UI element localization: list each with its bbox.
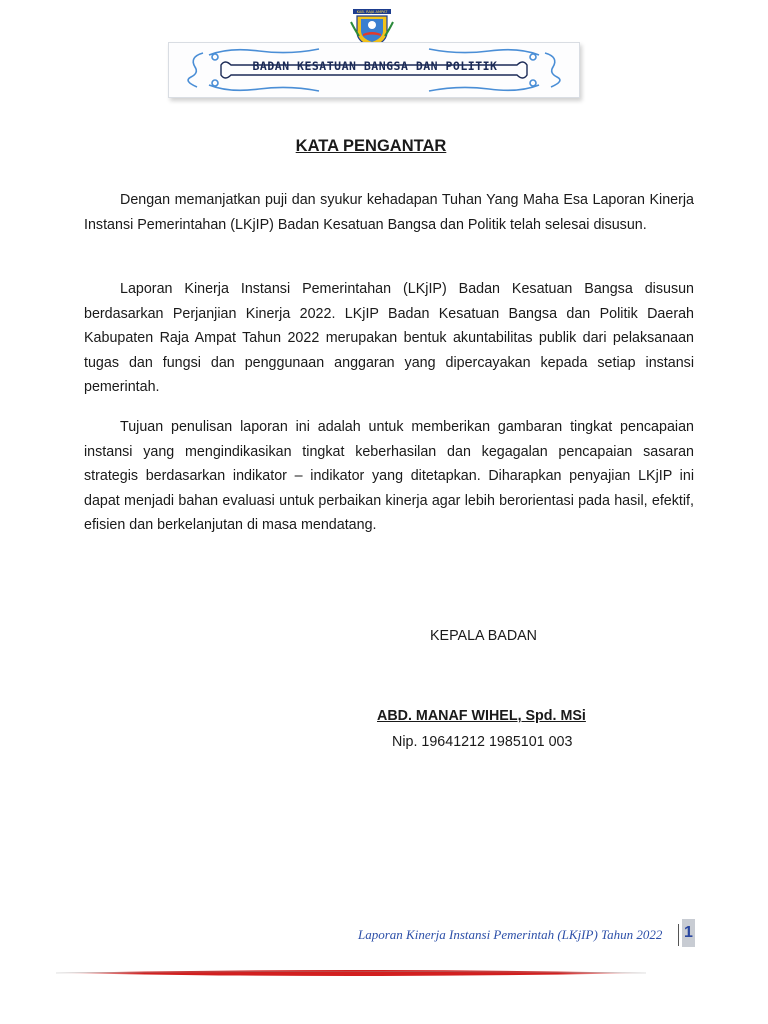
footer-report-title: Laporan Kinerja Instansi Pemerintah (LKjIP) Tahun 2022 bbox=[358, 927, 663, 942]
paragraph-3: Tujuan penulisan laporan ini adalah untuk memberikan gambaran tingkat pencapaian instansi yang mengindikasikan tingkat keberhasilan dan kegagalan pencapaian sasaran strategis berdasarkan indikator – indikator yang ditetapkan. Diharapkan penyajian LKjIP ini dapat menjadi bahan evaluasi untuk perbaikan kinerja agar lebih berorientasi pada hasil, efektif, efisien dan berkelanjutan di masa mendatang. bbox=[84, 419, 694, 533]
signatory-role: KEPALA BADAN bbox=[430, 628, 538, 644]
paragraph-2: Laporan Kinerja Instansi Pemerintahan (LKjIP) Badan Kesatuan Bangsa disusun berdasarkan Perjanjian Kinerja 2022. LKjIP Badan Kesatuan Bangsa dan Politik Daerah Kabupaten Raja Ampat Tahun 2022 merupakan bentuk akuntabilitas publik dari pelaksanaan tugas dan fungsi dan penggunaan anggaran yang dipercayakan kepada setiap instansi pemerintah. bbox=[84, 281, 694, 395]
signatory-nip: Nip. 19641212 1985101 003 bbox=[392, 734, 573, 750]
footer-decorative-line bbox=[56, 966, 646, 980]
footer-divider bbox=[678, 924, 679, 946]
svg-text:KAB. RAJA AMPAT: KAB. RAJA AMPAT bbox=[356, 10, 388, 14]
paragraph-1: Dengan memanjatkan puji dan syukur kehadapan Tuhan Yang Maha Esa Laporan Kinerja Instansi Pemerintahan (LKjIP) Badan Kesatuan Bangsa dan Politik telah selesai disusun. bbox=[84, 192, 694, 233]
agency-banner bbox=[168, 42, 580, 98]
page-number: 1 bbox=[682, 919, 695, 947]
banner-title: BADAN KESATUAN BANGSA DAN POLITIK bbox=[252, 59, 498, 73]
page-title: KATA PENGANTAR bbox=[295, 137, 447, 155]
signatory-name: ABD. MANAF WIHEL, Spd. MSi bbox=[377, 708, 586, 724]
